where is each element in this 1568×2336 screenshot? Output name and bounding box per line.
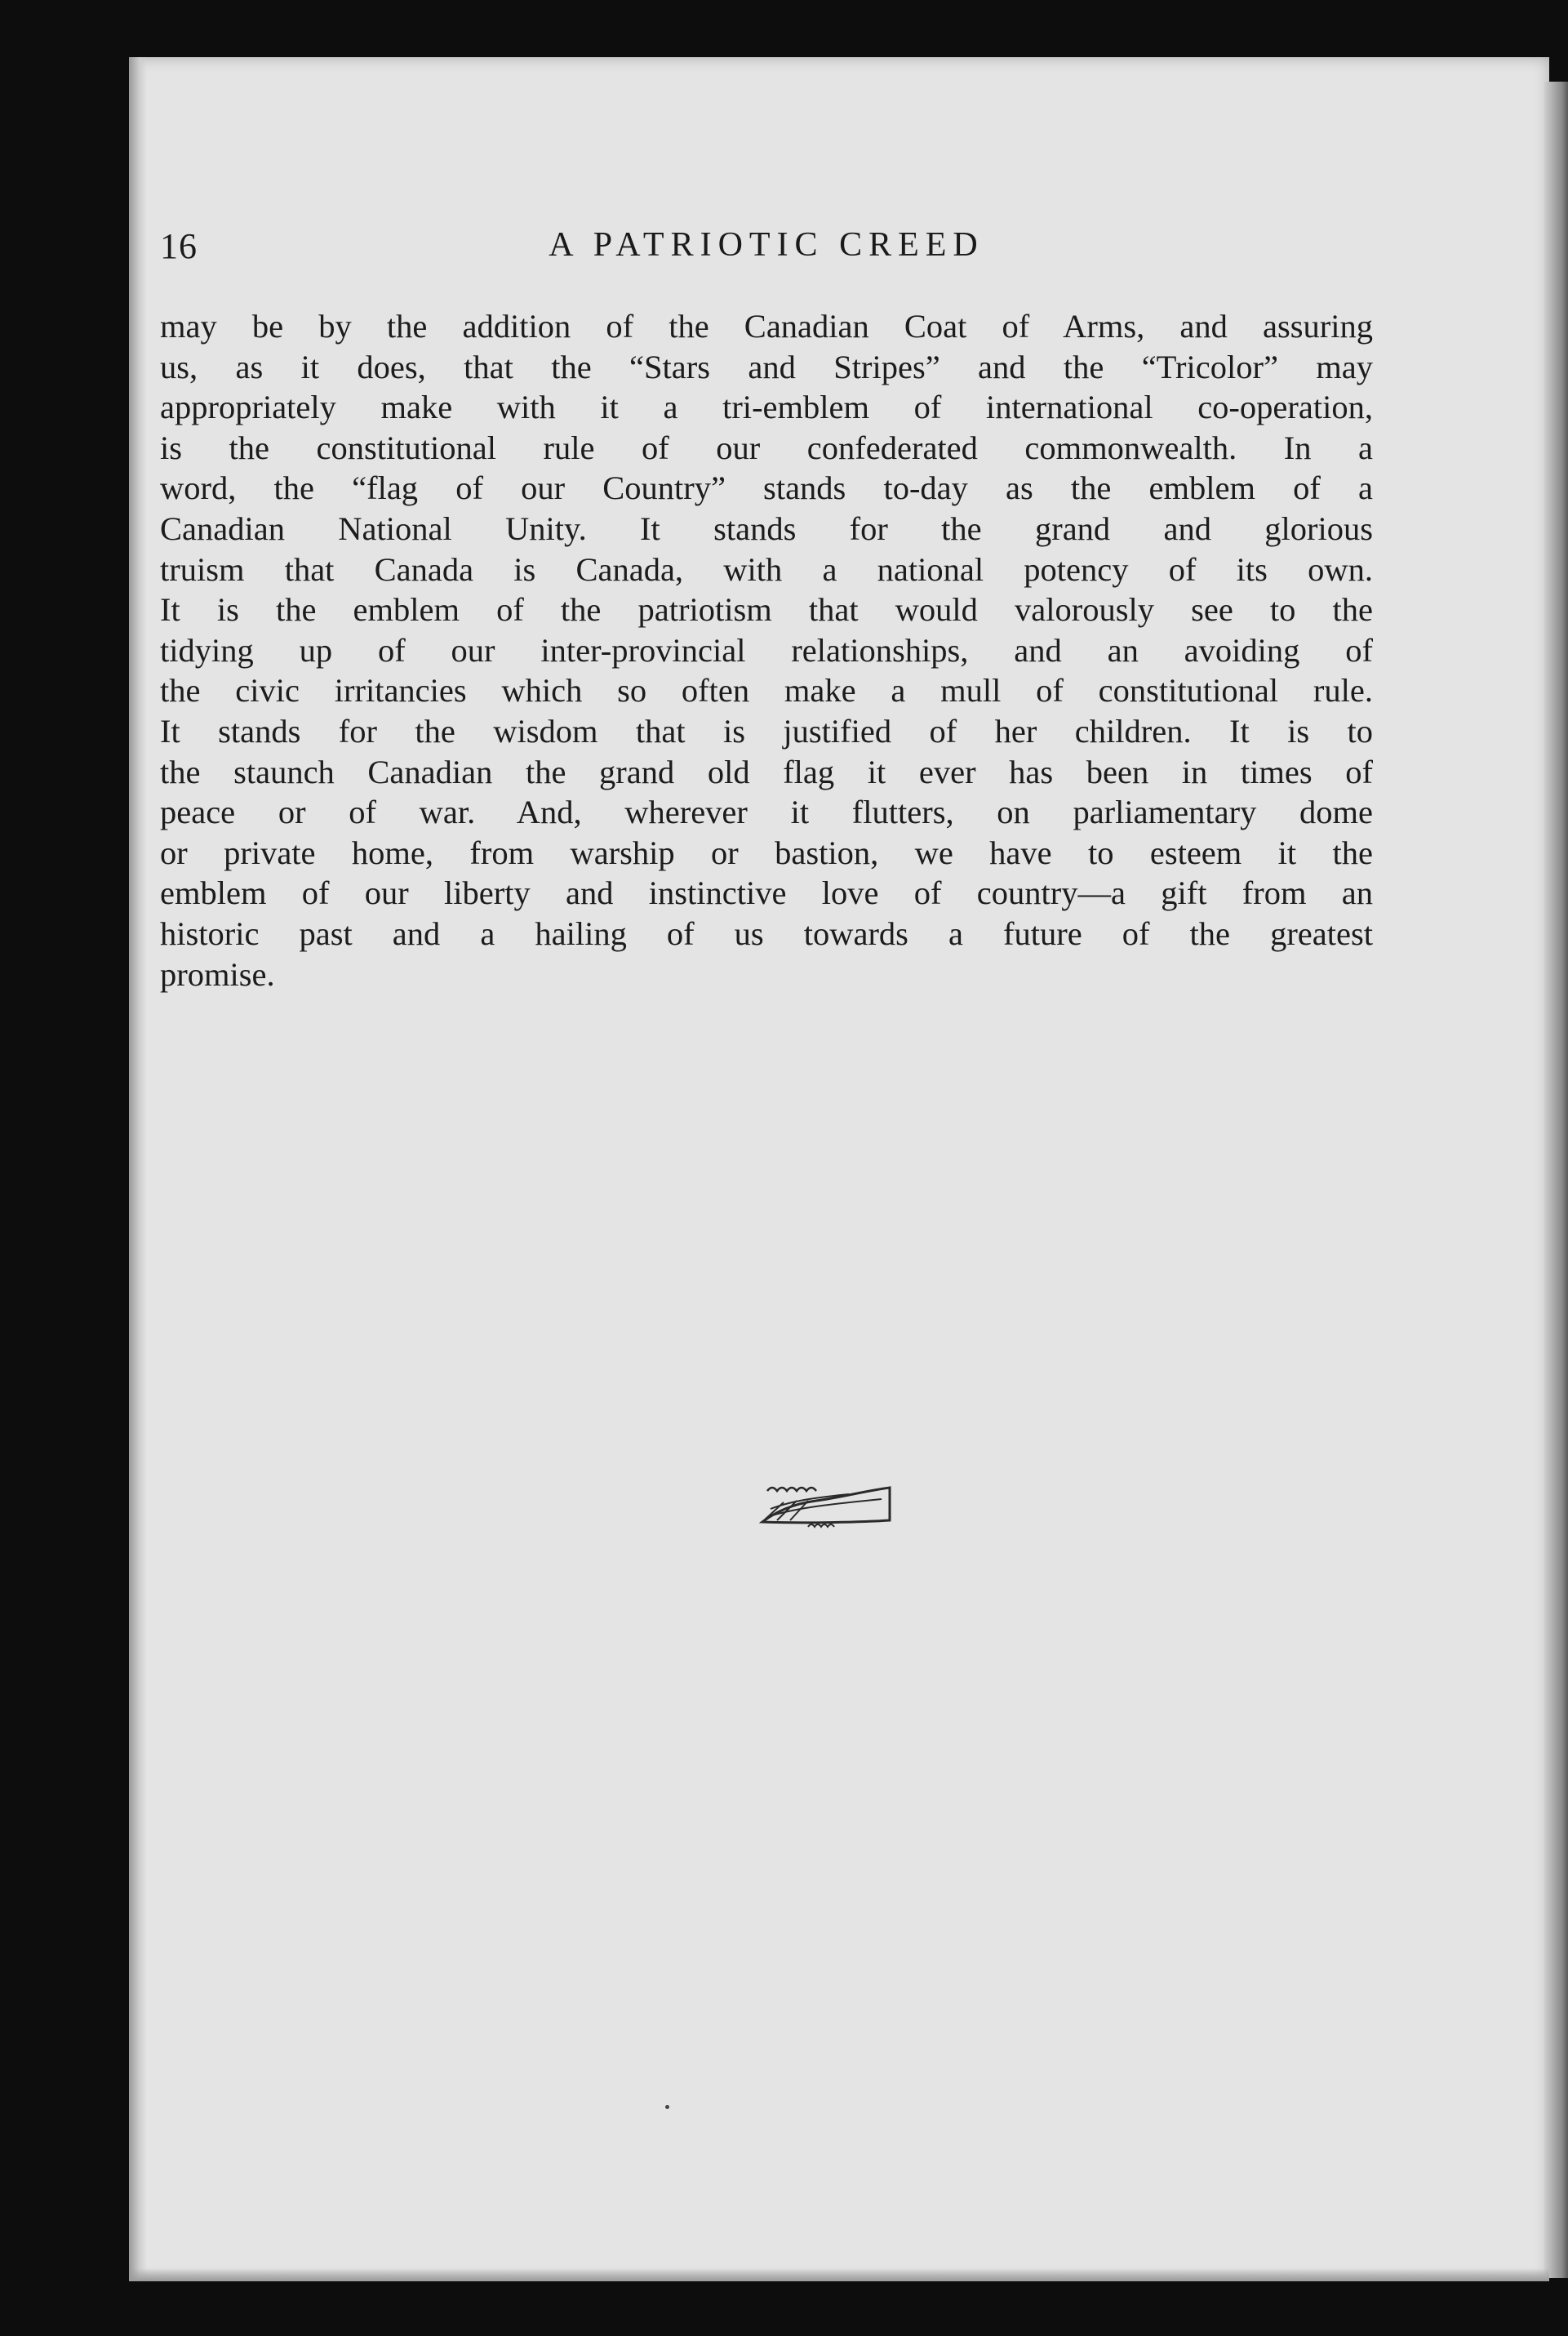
- text-line: peace or of war. And, wherever it flutters, on parliamentary dome: [160, 794, 1373, 831]
- running-head: [160, 225, 1373, 274]
- text-line: us, as it does, that the “Stars and Stripes” and the “Tricolor” may: [160, 348, 1373, 385]
- text-line: is the constitutional rule of our confederated commonwealth. In a: [160, 429, 1373, 466]
- tailpiece-ornament-icon: [759, 1479, 898, 1528]
- body-paragraph: [160, 306, 1373, 994]
- text-line: appropriately make with it a tri-emblem of international co-operation,: [160, 389, 1373, 426]
- text-line: may be by the addition of the Canadian Coat of Arms, and assuring: [160, 308, 1373, 345]
- page-fore-edge: [1544, 82, 1568, 2278]
- text-line: It stands for the wisdom that is justified of her children. It is to: [160, 712, 1373, 750]
- text-line: the staunch Canadian the grand old flag it ever has been in times of: [160, 753, 1373, 790]
- text-line: truism that Canada is Canada, with a national potency of its own.: [160, 550, 1373, 588]
- text-line: the civic irritancies which so often make a mull of constitutional rule.: [160, 672, 1373, 710]
- text-line: or private home, from warship or bastion, we have to esteem it the: [160, 834, 1373, 871]
- text-line: word, the “flag of our Country” stands to-day as the emblem of a: [160, 469, 1373, 507]
- text-line: emblem of our liberty and instinctive love of country—a gift from an: [160, 874, 1373, 912]
- text-line: Canadian National Unity. It stands for the grand and glorious: [160, 509, 1373, 547]
- print-speck: [665, 2105, 669, 2109]
- running-title: A PATRIOTIC CREED: [549, 226, 984, 264]
- text-line: historic past and a hailing of us towards a future of the greatest: [160, 914, 1373, 952]
- text-line: It is the emblem of the patriotism that would valorously see to the: [160, 591, 1373, 629]
- page-gutter-shadow: [129, 57, 147, 2281]
- text-line: tidying up of our inter-provincial relationships, and an avoiding of: [160, 631, 1373, 669]
- page-number: 16: [160, 226, 198, 266]
- text-line: promise.: [160, 955, 275, 993]
- page-bottom-edge: [129, 2268, 1549, 2281]
